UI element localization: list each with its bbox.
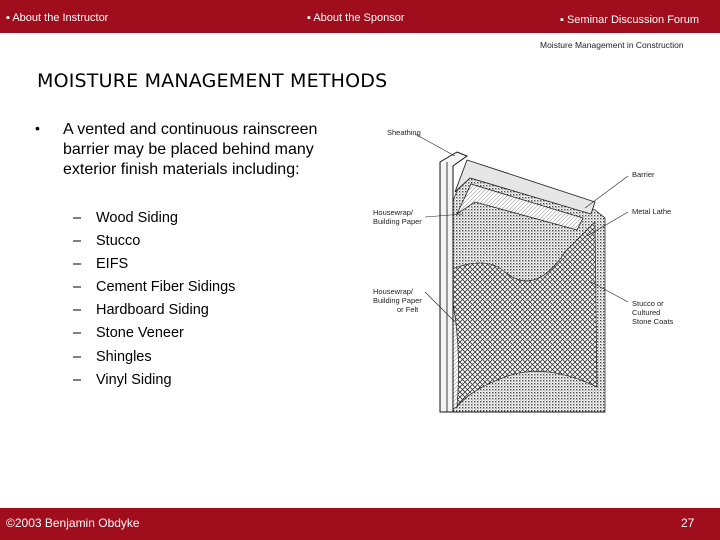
label-sheathing: Sheathing: [387, 128, 421, 137]
label-housewrap-1b: Building Paper: [373, 217, 422, 226]
dash-marker: –: [73, 210, 82, 226]
dash-marker: –: [73, 233, 82, 250]
label-barrier: Barrier: [632, 170, 655, 179]
list-item: [73, 370, 235, 393]
dash-marker: –: [73, 348, 82, 365]
list-item-label: Cement Fiber Sidings: [96, 279, 236, 296]
dash-marker: –: [73, 325, 82, 342]
label-stucco-c: Stone Coats: [632, 317, 674, 326]
dash-marker: –: [73, 256, 82, 273]
label-housewrap-2: Housewrap/: [373, 287, 414, 296]
list-item: [73, 208, 235, 231]
list-item: [73, 254, 235, 277]
label-housewrap-1: Housewrap/: [373, 208, 414, 217]
list-item-label: Hardboard Siding: [96, 302, 209, 319]
slide-title: MOISTURE MANAGEMENT METHODS: [37, 70, 388, 92]
nav-discussion-forum[interactable]: ▪ Seminar Discussion Forum: [560, 14, 699, 26]
nav-about-instructor[interactable]: ▪ About the Instructor: [6, 12, 109, 24]
top-nav-bar: [0, 0, 720, 33]
label-housewrap-2c: or Felt: [397, 305, 419, 314]
list-item: [73, 300, 235, 323]
presentation-subtitle: Moisture Management in Construction: [540, 40, 684, 50]
list-item-label: Shingles: [96, 348, 152, 365]
dash-marker: –: [73, 371, 82, 388]
list-item: [73, 347, 235, 370]
list-item-label: Wood Siding: [96, 210, 178, 226]
dash-marker: –: [73, 279, 82, 296]
copyright-text: ©2003 Benjamin Obdyke: [6, 516, 140, 530]
footer-bar: [0, 508, 720, 540]
page-number: 27: [681, 516, 695, 530]
list-item-label: Stone Veneer: [96, 325, 184, 342]
list-item: [73, 323, 235, 346]
label-metal-lathe: Metal Lathe: [632, 207, 672, 216]
list-item-label: EIFS: [96, 256, 129, 273]
list-item: [73, 231, 235, 254]
nav-about-sponsor[interactable]: ▪ About the Sponsor: [307, 12, 405, 24]
list-item-label: Stucco: [96, 233, 141, 250]
list-item-label: Vinyl Siding: [96, 371, 172, 388]
finish-materials-list: [73, 208, 235, 393]
label-stucco-b: Cultured: [632, 308, 661, 317]
label-stucco: Stucco or: [632, 299, 664, 308]
bullet-text: A vented and continuous rainscreen barrier may be placed behind many exterior finish materials including:: [63, 121, 318, 178]
dash-marker: –: [73, 302, 82, 319]
label-housewrap-2b: Building Paper: [373, 296, 422, 305]
list-item: [73, 277, 235, 300]
wall-section-diagram: [345, 122, 713, 430]
bullet-marker: •: [35, 120, 40, 136]
